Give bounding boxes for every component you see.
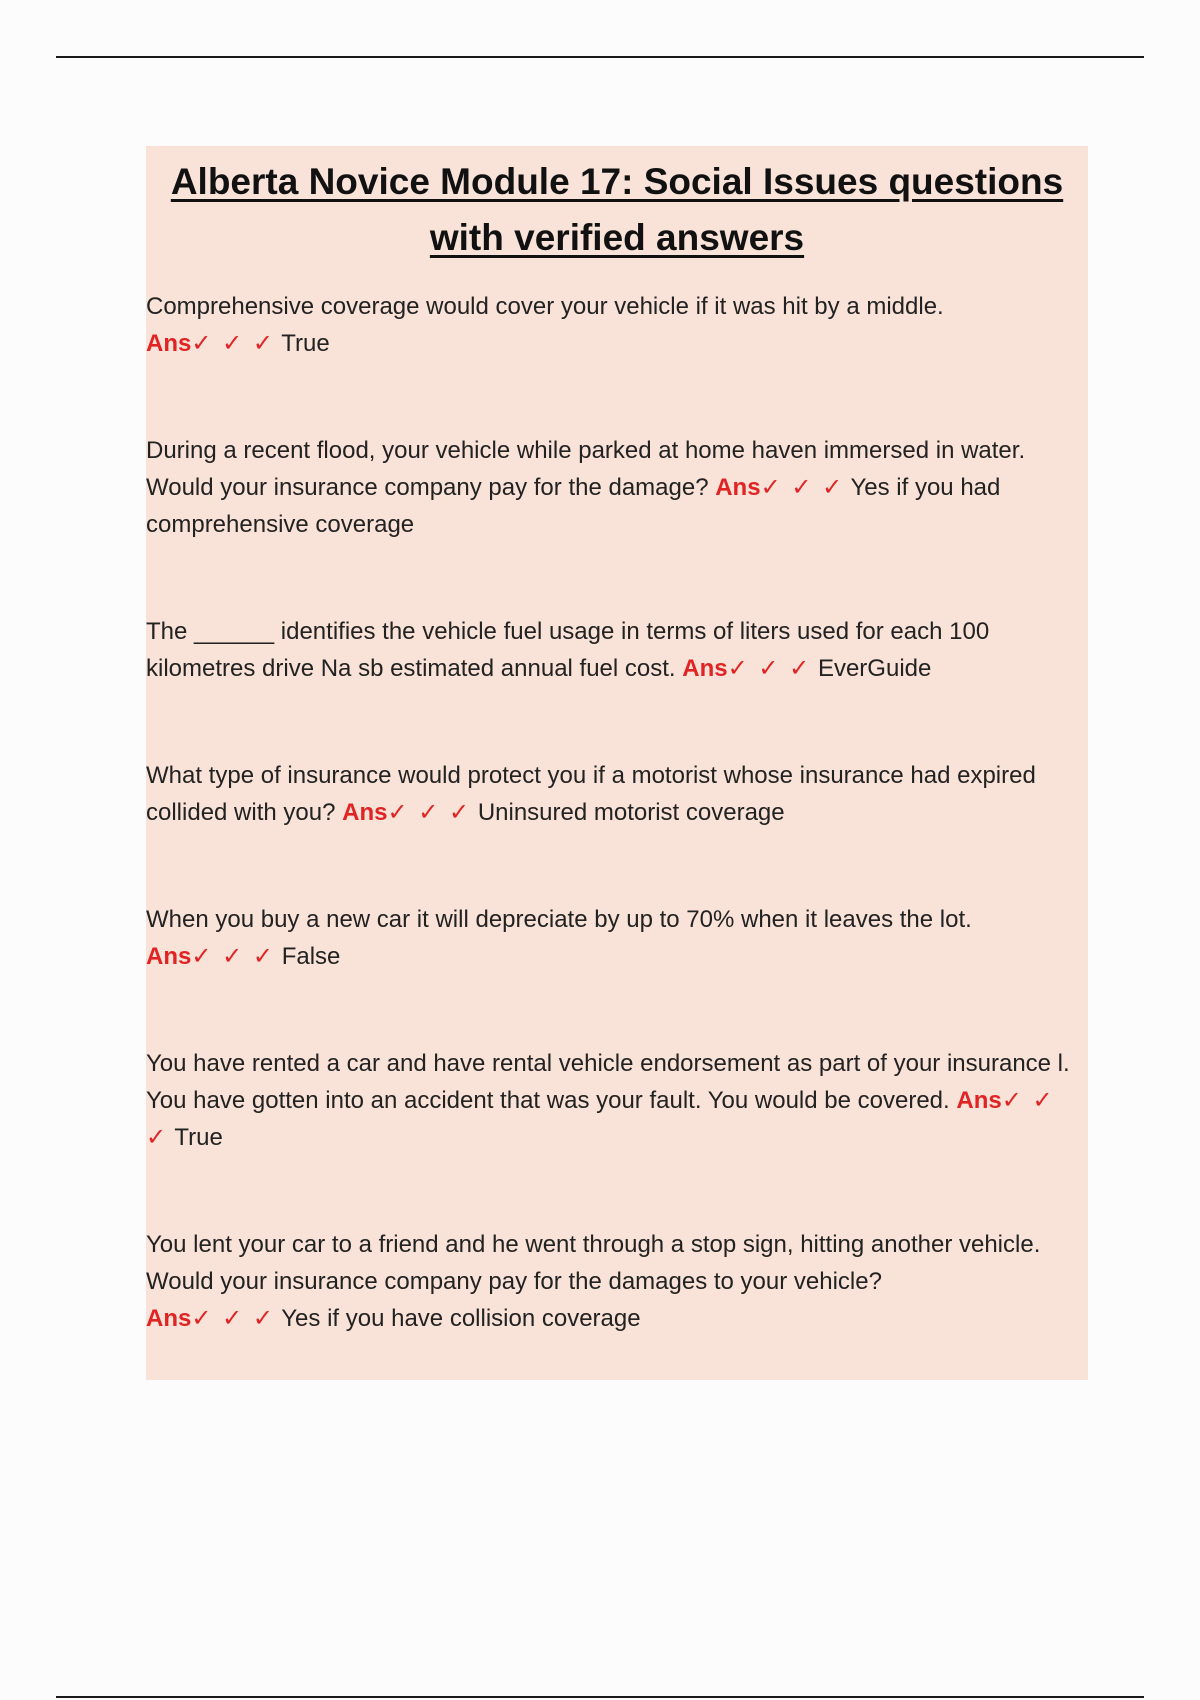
answer-text: Yes if you have collision coverage bbox=[281, 1305, 641, 1332]
answer-text: Yes if you had comprehensive coverage bbox=[146, 474, 1001, 538]
check-marks-icon: ✓ ✓ ✓ bbox=[191, 943, 276, 970]
qa-item bbox=[146, 1045, 1088, 1156]
check-marks-icon: ✓ ✓ ✓ bbox=[727, 655, 812, 682]
answer-text: True bbox=[174, 1124, 223, 1151]
answer-text: EverGuide bbox=[817, 655, 932, 682]
answer-text: Uninsured motorist coverage bbox=[477, 799, 785, 826]
answer-label: Ans bbox=[715, 474, 761, 501]
question-text: Comprehensive coverage would cover your vehicle if it was hit by a middle. bbox=[146, 293, 944, 320]
answer-text: True bbox=[281, 330, 330, 357]
answer-label: Ans bbox=[146, 330, 192, 357]
question-text: During a recent flood, your vehicle while parked at home haven immersed in water. Would your insurance company pay for the damage? bbox=[146, 437, 1026, 501]
qa-item bbox=[146, 1226, 1088, 1337]
check-marks-icon: ✓ ✓ ✓ bbox=[760, 474, 845, 501]
answer-label: Ans bbox=[146, 1305, 192, 1332]
check-marks-icon: ✓ ✓ ✓ bbox=[387, 799, 472, 826]
answer-label: Ans bbox=[342, 799, 388, 826]
qa-item bbox=[146, 613, 1088, 687]
answer-label: Ans bbox=[682, 655, 728, 682]
content-panel bbox=[146, 146, 1088, 1380]
check-marks-icon: ✓ ✓ ✓ bbox=[146, 1087, 1055, 1151]
qa-item bbox=[146, 901, 1088, 975]
qa-item bbox=[146, 432, 1088, 543]
answer-label: Ans bbox=[956, 1087, 1002, 1114]
check-marks-icon: ✓ ✓ ✓ bbox=[191, 1305, 276, 1332]
question-text: You lent your car to a friend and he went through a stop sign, hitting another vehicle. Would your insurance company pay for the damages to your vehicle? bbox=[146, 1231, 1041, 1295]
answer-text: False bbox=[281, 943, 341, 970]
qa-item bbox=[146, 288, 1088, 362]
question-text: You have rented a car and have rental vehicle endorsement as part of your insurance l. You have gotten into an accident that was your fault. You would be covered. bbox=[146, 1050, 1070, 1114]
question-text: What type of insurance would protect you if a motorist whose insurance had expired collided with you? bbox=[146, 762, 1036, 826]
page-title: Alberta Novice Module 17: Social Issues questions with verified answers bbox=[170, 161, 1064, 258]
qa-item bbox=[146, 757, 1088, 831]
qa-list bbox=[146, 288, 1088, 1337]
top-rule bbox=[56, 56, 1144, 58]
question-text: When you buy a new car it will depreciate by up to 70% when it leaves the lot. bbox=[146, 906, 972, 933]
bottom-rule bbox=[56, 1696, 1144, 1698]
question-text: The ______ identifies the vehicle fuel usage in terms of liters used for each 100 kilometres drive Na sb estimated annual fuel cost. bbox=[146, 618, 990, 682]
check-marks-icon: ✓ ✓ ✓ bbox=[191, 330, 276, 357]
answer-label: Ans bbox=[146, 943, 192, 970]
